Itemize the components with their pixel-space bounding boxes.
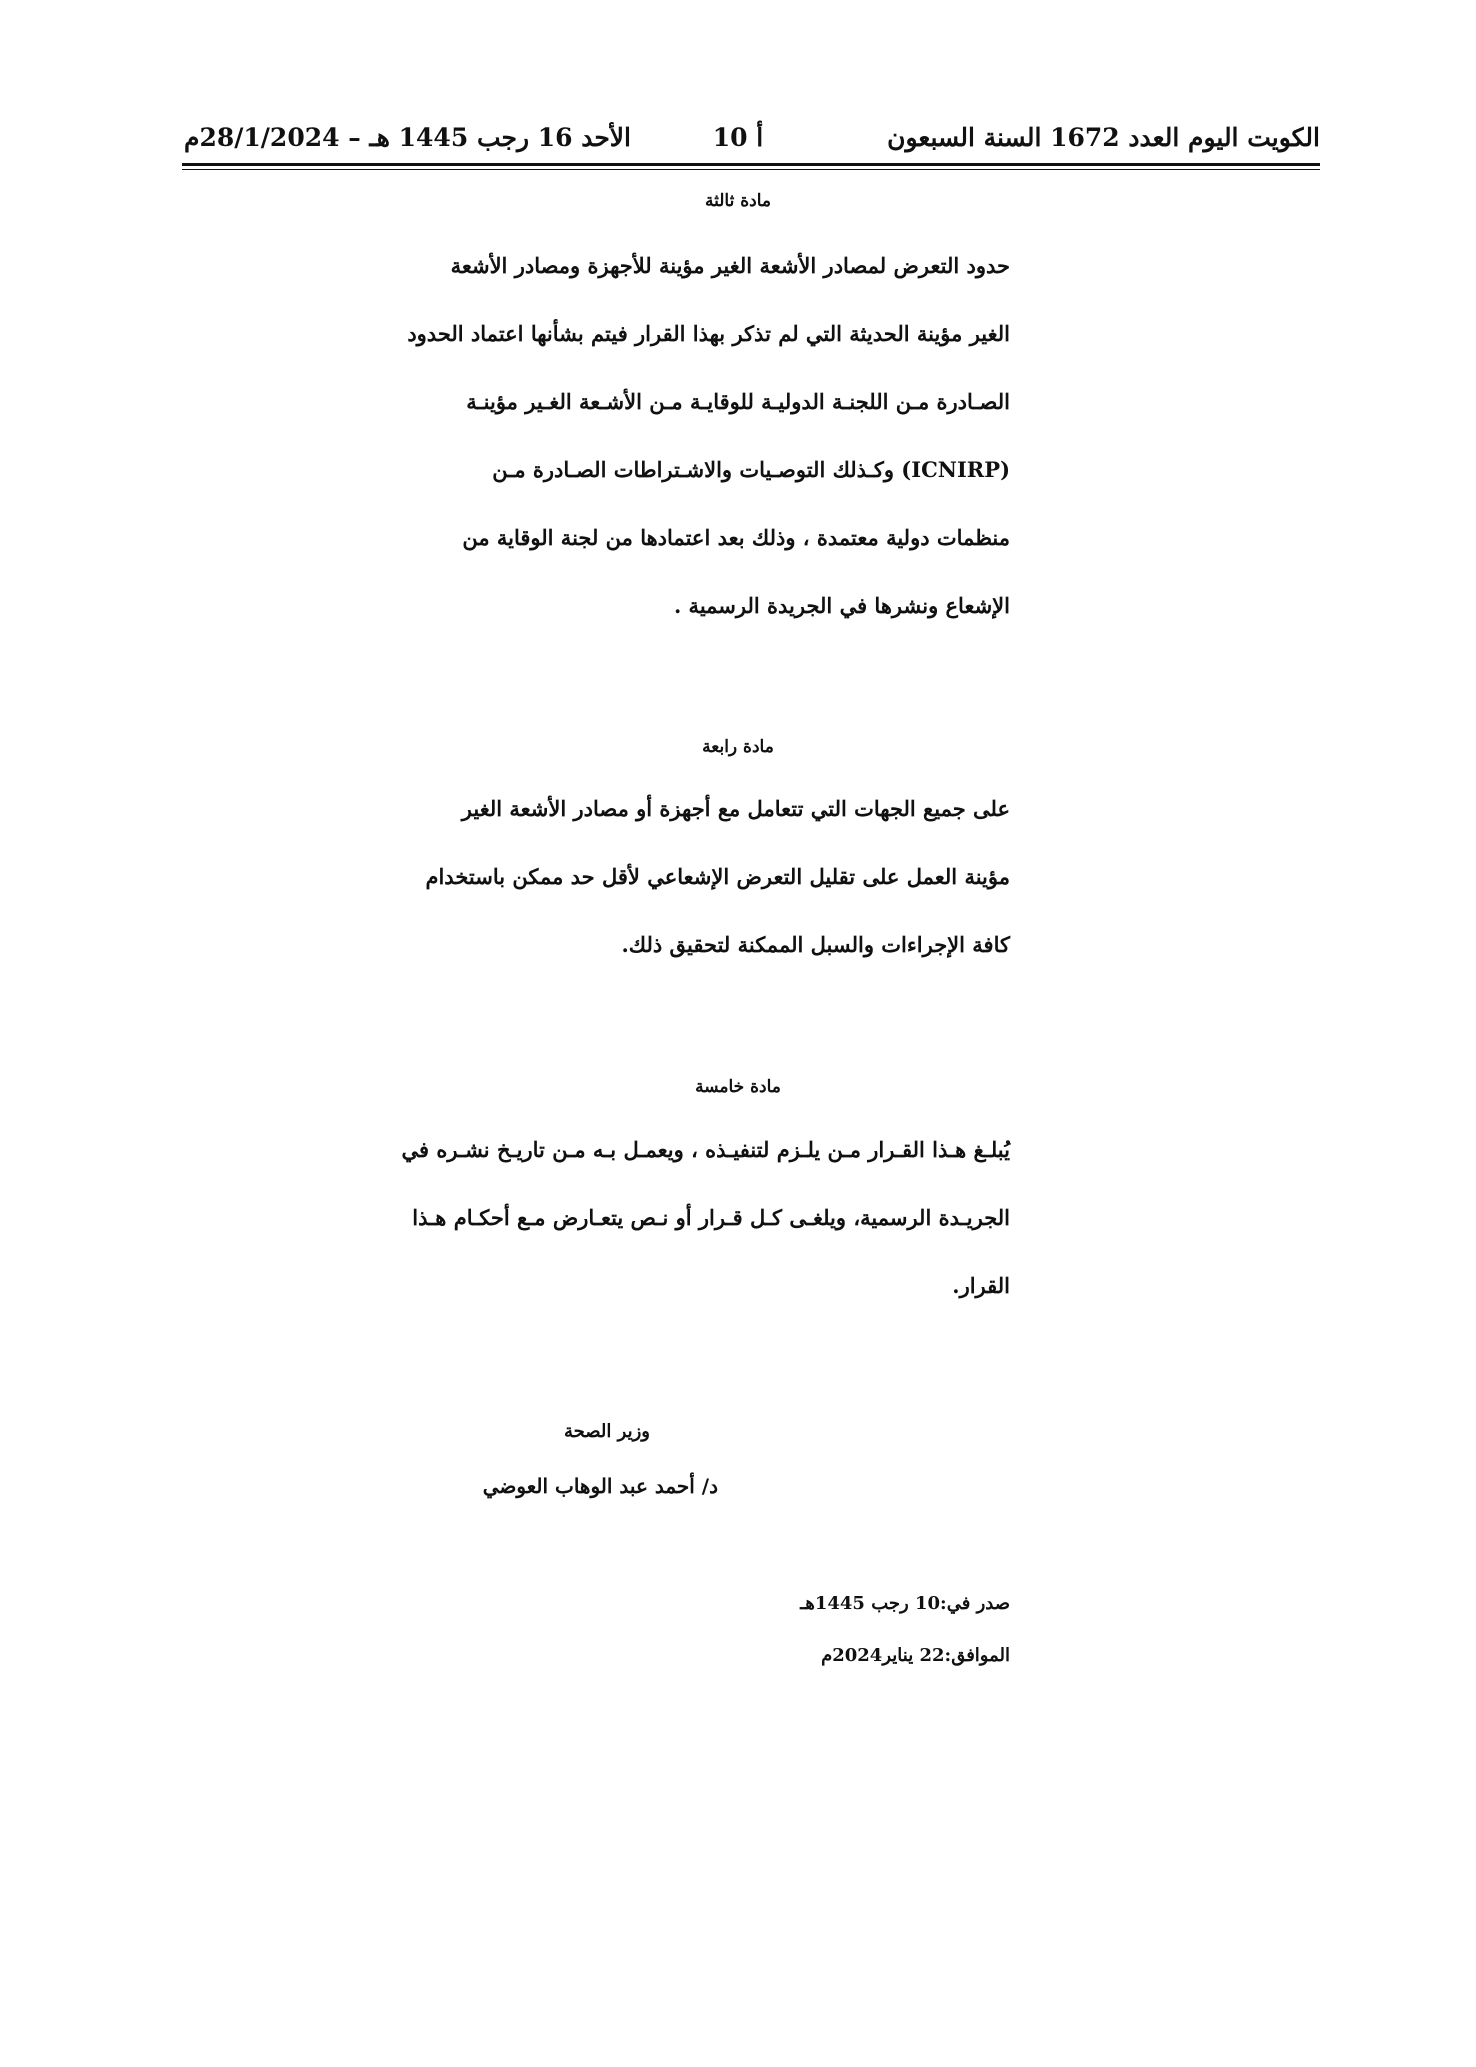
article-3-title: مادة ثالثة <box>704 191 772 211</box>
issued-hijri-date: صدر في:10 رجب 1445هـ <box>800 1593 1010 1614</box>
header-rule-thin <box>182 169 1320 170</box>
header-date: الأحد 16 رجب 1445 هـ – 28/1/2024م <box>184 123 631 152</box>
article-4-line: على جميع الجهات التي تتعامل مع أجهزة أو مصادر الأشعة الغير <box>461 796 1010 821</box>
article-3-line: حدود التعرض لمصادر الأشعة الغير مؤينة للأجهزة ومصادر الأشعة <box>450 253 1010 278</box>
article-4-body <box>425 775 1010 979</box>
article-4-line: مؤينة العمل على تقليل التعرض الإشعاعي لأقل حد ممكن باستخدام <box>425 864 1010 889</box>
header-rule-thick <box>182 163 1320 166</box>
article-4-title: مادة رابعة <box>702 737 774 757</box>
article-3-line: الإشعاع ونشرها في الجريدة الرسمية . <box>673 593 1010 618</box>
article-5-body <box>401 1116 1010 1320</box>
article-3-line: (ICNIRP) وكـذلك التوصـيات والاشـتراطات الصـادرة مـن <box>492 457 1010 482</box>
article-5-title: مادة خامسة <box>695 1077 781 1097</box>
signatory-title: وزير الصحة <box>564 1421 650 1442</box>
article-3-line: منظمات دولية معتمدة ، وذلك بعد اعتمادها من لجنة الوقاية من <box>462 525 1010 550</box>
article-4-line: كافة الإجراءات والسبل الممكنة لتحقيق ذلك. <box>621 932 1010 957</box>
article-3-line: الصـادرة مـن اللجنـة الدوليـة للوقايـة مـن الأشـعة الغـير مؤينـة <box>466 389 1010 414</box>
header-issue-info: الكويت اليوم العدد 1672 السنة السبعون <box>887 123 1320 152</box>
article-5-line: يُبلـغ هـذا القـرار مـن يلـزم لتنفيـذه ، ويعمـل بـه مـن تاريـخ نشـره في <box>401 1137 1010 1162</box>
issued-gregorian-date: الموافق:22 يناير2024م <box>821 1645 1010 1666</box>
article-5-line: الجريـدة الرسمية، ويلغـى كـل قـرار أو نـص يتعـارض مـع أحكـام هـذا <box>412 1205 1010 1230</box>
header-page-number: أ 10 <box>712 123 764 152</box>
article-3-body <box>407 232 1010 640</box>
signatory-name: د/ أحمد عبد الوهاب العوضي <box>482 1474 718 1498</box>
article-3-line: الغير مؤينة الحديثة التي لم تذكر بهذا القرار فيتم بشأنها اعتماد الحدود <box>407 321 1010 346</box>
article-5-line: القرار. <box>952 1273 1010 1298</box>
